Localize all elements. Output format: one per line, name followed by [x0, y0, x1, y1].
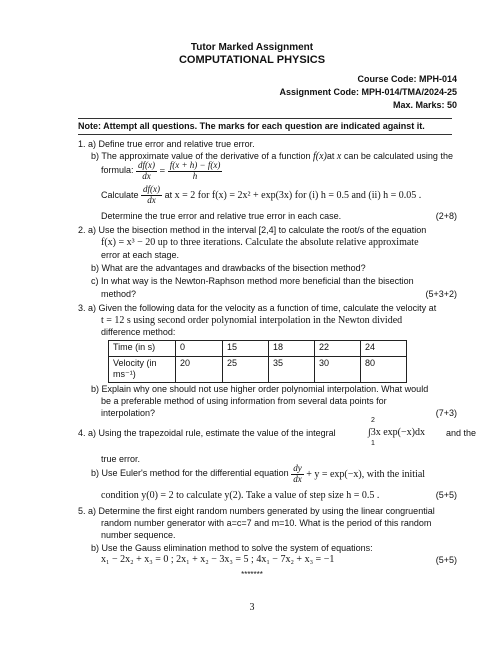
table-cell: Time (in s)	[109, 341, 176, 357]
q3-a-line3: difference method:	[101, 327, 176, 337]
q4-b-line1: b) Use Euler's method for the differential equation $\frac{dy}{dx}$ + y = exp(−x), with the initial	[91, 463, 426, 484]
q3-a-line2: t = 12 s using second order polynomial interpolation in the Newton divided	[101, 315, 403, 326]
q5-b-line1: b) Use the Gauss elimination method to solve the system of equations:	[91, 543, 373, 553]
table-cell: Velocity (in ms⁻¹)	[109, 357, 176, 383]
difference-fraction: $\frac{f(x + h) - f(x)}{h}$	[169, 160, 221, 181]
q5-marks: (5+5)	[435, 555, 457, 565]
q1-a: 1. a) Define true error and relative true error.	[78, 139, 255, 149]
q4-a-line1: 4. a) Using the trapezoidal rule, estimate the value of the integral	[78, 428, 336, 438]
divider-top	[78, 118, 452, 119]
table-cell: 30	[315, 357, 361, 383]
q2-b: b) What are the advantages and drawbacks of the bisection method?	[91, 263, 366, 273]
table-cell: 20	[176, 357, 223, 383]
q5-b-equations: x₁ − 2x₂ + x₃ = 0 ; 2x₁ + x₂ − 3x₃ = 5 ; 4x₁ − 7x₂ + x₃ = −1	[101, 554, 335, 565]
q4-a-and: and the	[446, 428, 477, 438]
q1-marks: (2+8)	[435, 211, 457, 221]
derivative-fraction-2: $\frac{df(x)}{dx}$	[143, 184, 161, 205]
divider-bottom	[78, 134, 452, 135]
table-row	[109, 357, 407, 383]
table-row	[109, 341, 407, 357]
q1-determine: Determine the true error and relative true error in each case.	[101, 211, 342, 221]
course-title: COMPUTATIONAL PHYSICS	[178, 54, 326, 66]
q2-a-line3: error at each stage.	[101, 250, 180, 260]
q4-a-line2: true error.	[101, 454, 141, 464]
table-cell: 80	[361, 357, 407, 383]
end-mark: *******	[241, 570, 263, 579]
q5-a-line2: random number generator with a=c=7 and m=10. What is the period of this random	[101, 518, 432, 528]
note: Note: Attempt all questions. The marks for each question are indicated against it.	[78, 121, 425, 131]
table-cell: 0	[176, 341, 223, 357]
velocity-table	[108, 340, 407, 383]
integral-expression: ∫3x exp(−x)dx	[368, 427, 425, 438]
q3-b-line1: b) Explain why one should not use higher order polynomial interpolation. What would	[91, 384, 429, 394]
q5-a-line3: number sequence.	[101, 530, 176, 540]
assignment-title: Tutor Marked Assignment	[190, 42, 314, 53]
assignment-code: Assignment Code: MPH-014/TMA/2024-25	[279, 87, 457, 97]
q2-marks: (5+3+2)	[425, 289, 457, 299]
q4-marks: (5+5)	[435, 490, 457, 500]
q2-a-line1: 2. a) Use the bisection method in the interval [2,4] to calculate the root/s of the equation	[78, 225, 427, 235]
q3-marks: (7+3)	[435, 408, 457, 418]
q5-a-line1: 5. a) Determine the first eight random numbers generated by using the linear congruential	[78, 506, 435, 516]
q1-calculate: Calculate $\frac{df(x)}{dx}$ at x = 2 for f(x) = 2x² + exp(3x) for (i) h = 0.5 and (ii) h = 0.05 .	[101, 184, 422, 205]
page-number: 3	[249, 602, 255, 613]
dy-dx-fraction: $\frac{dy}{dx}$	[293, 463, 302, 484]
q2-c-line1: c) In what way is the Newton-Raphson method more beneficial than the bisection	[91, 276, 414, 286]
q1-b-line: b) The approximate value of the derivative of a function f(x)at x can be calculated using the	[91, 151, 453, 162]
q3-b-line2: be a preferable method of using information from several data points for	[101, 396, 387, 406]
table-cell: 25	[223, 357, 269, 383]
integral-lower-limit: 1	[371, 440, 375, 447]
q2-a-line2: f(x) = x³ − 20 up to three iterations. Calculate the absolute relative approximate	[101, 237, 419, 248]
table-cell: 15	[223, 341, 269, 357]
derivative-fraction: $\frac{df(x)}{dx}$	[138, 160, 156, 181]
table-cell: 24	[361, 341, 407, 357]
q3-a-line1: 3. a) Given the following data for the velocity as a function of time, calculate the velocity at	[78, 303, 437, 313]
course-code: Course Code: MPH-014	[357, 74, 457, 84]
q1-formula: formula: $\frac{df(x)}{dx}$ = $\frac{f(x + h) - f(x)}{h}$	[101, 160, 221, 181]
table-cell: 22	[315, 341, 361, 357]
table-cell: 18	[269, 341, 315, 357]
q2-c-line2: method?	[101, 289, 137, 299]
max-marks: Max. Marks: 50	[392, 100, 457, 110]
table-cell: 35	[269, 357, 315, 383]
q4-b-line2: condition y(0) = 2 to calculate y(2). Take a value of step size h = 0.5 .	[101, 490, 380, 501]
q3-b-line3: interpolation?	[101, 408, 156, 418]
integral-upper-limit: 2	[371, 417, 375, 424]
